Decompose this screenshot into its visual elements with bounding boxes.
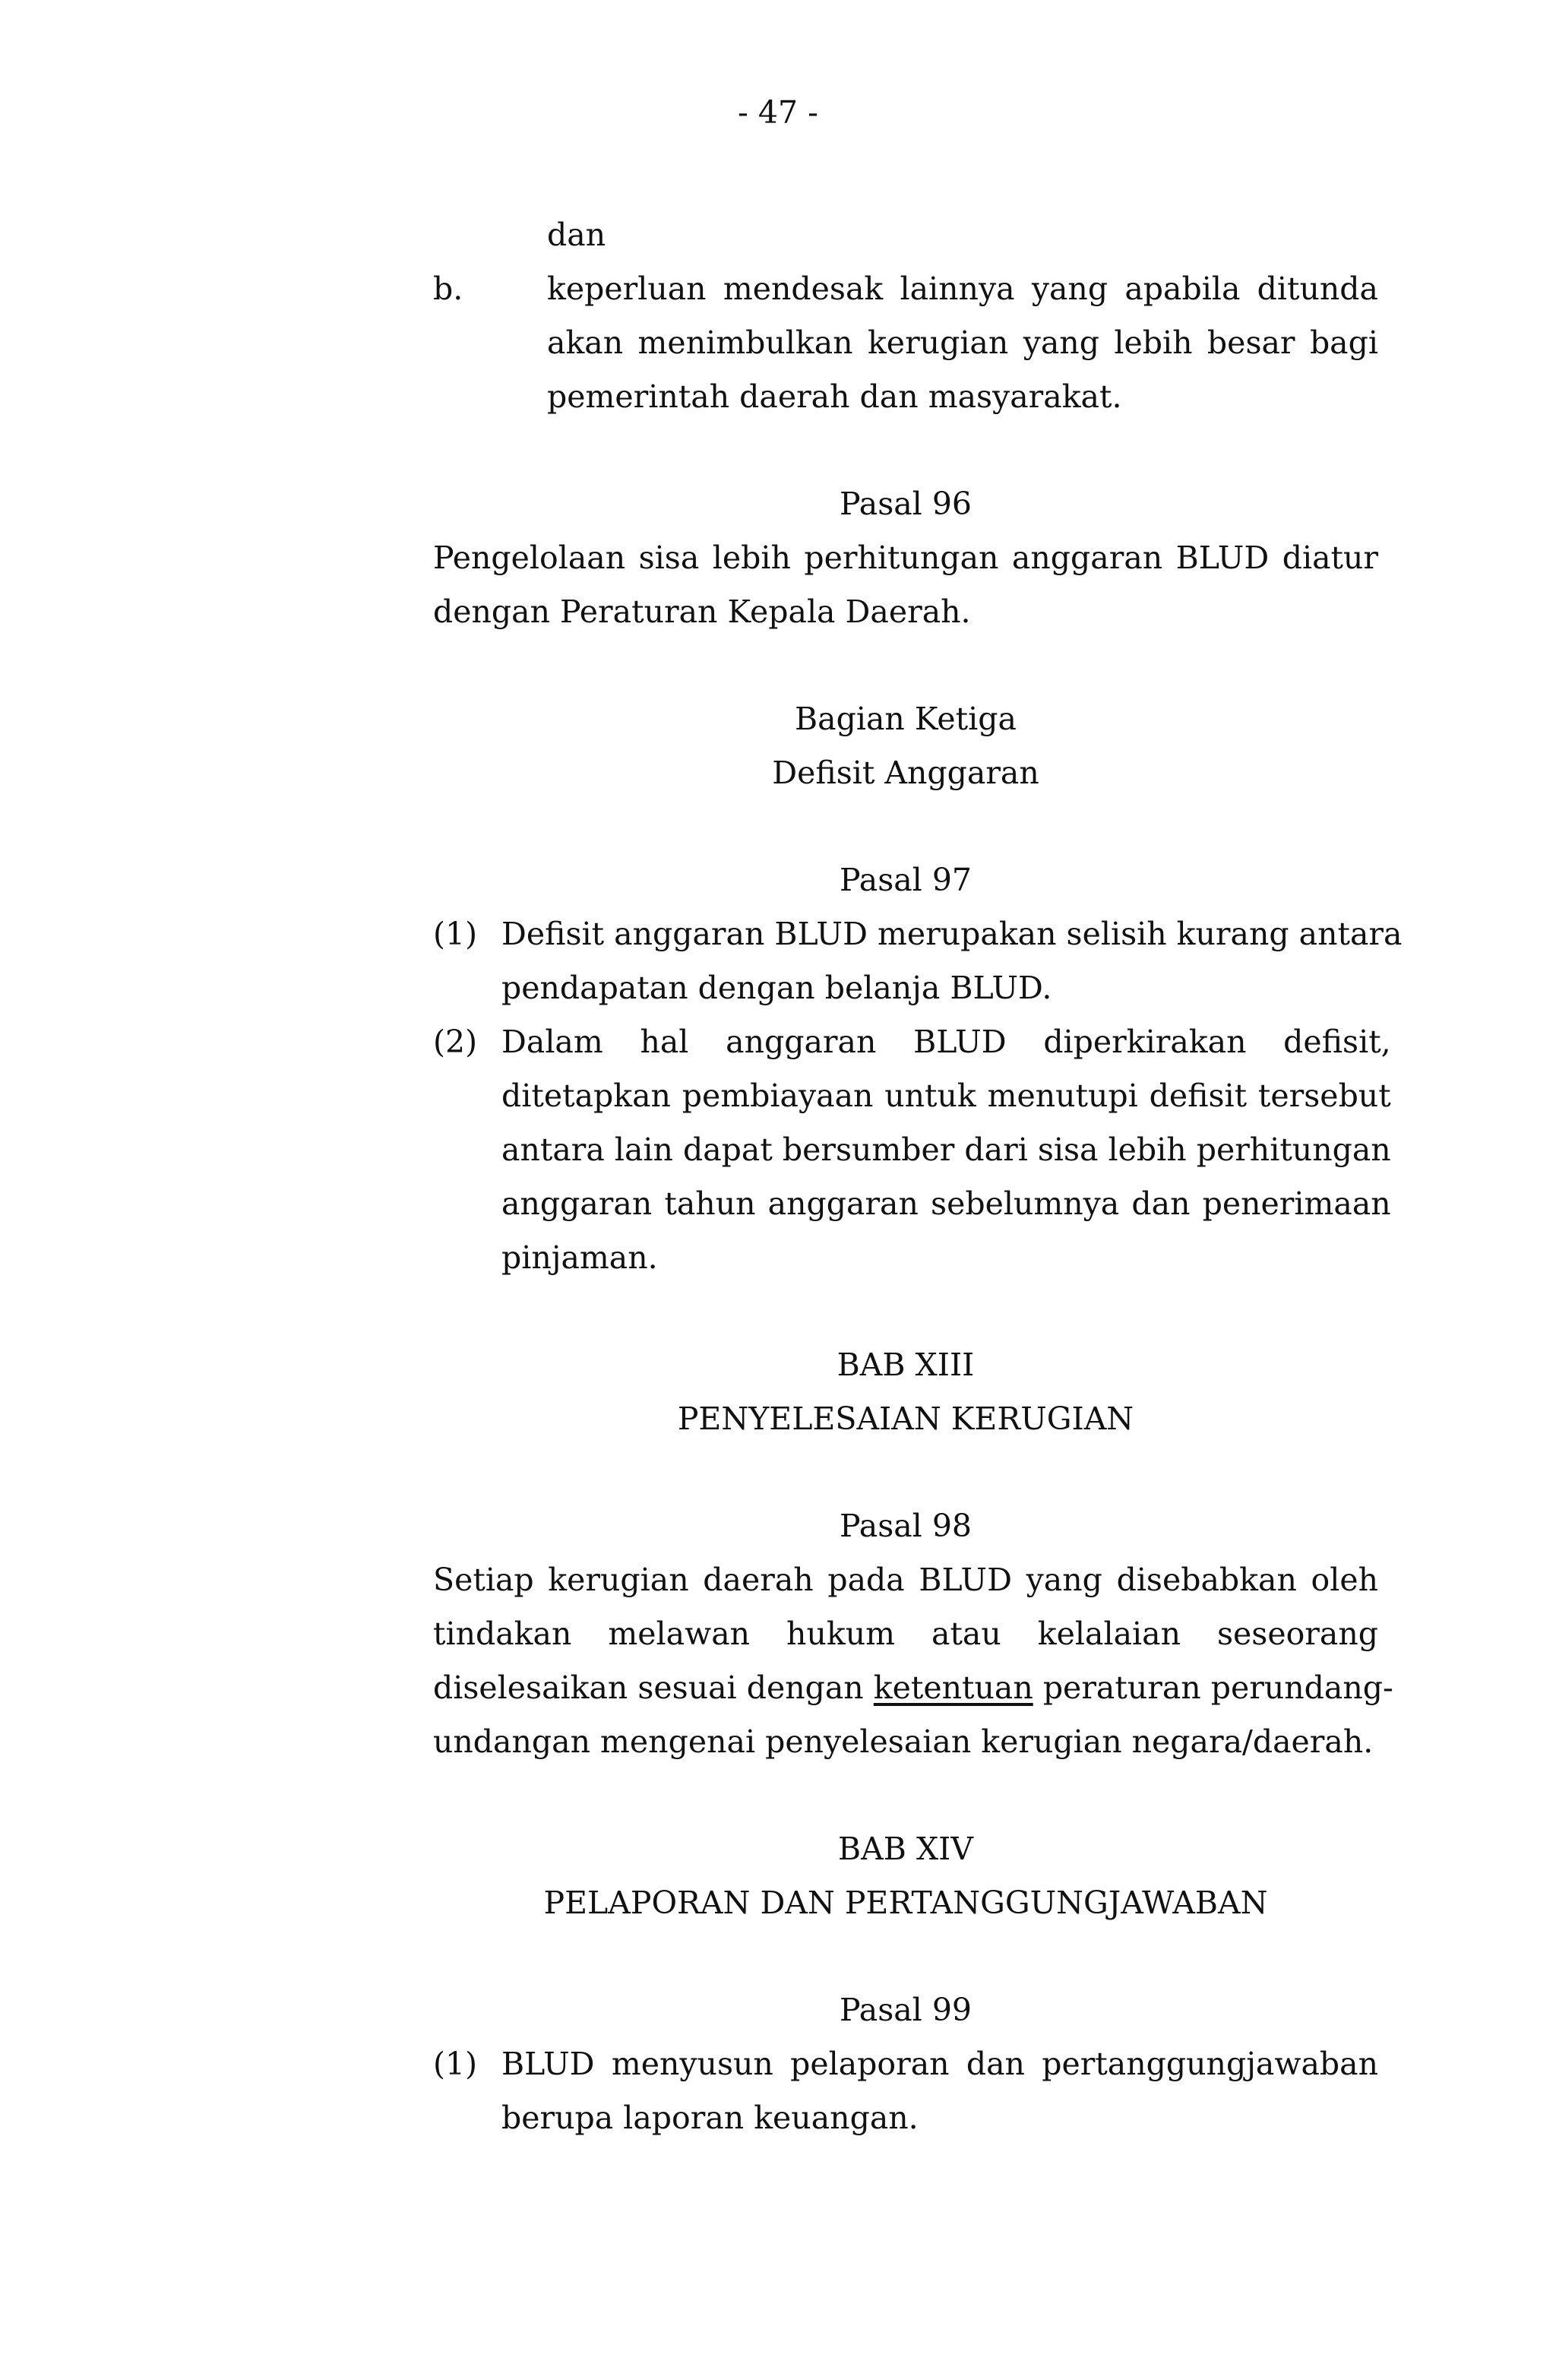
text-line: ditetapkan pembiayaan untuk menutupi defisit tersebut xyxy=(501,1078,1391,1114)
chapter-heading: BAB XIII xyxy=(837,1347,975,1383)
paragraph-line: dengan Peraturan Kepala Daerah. xyxy=(433,593,971,630)
text-line: pemerintah daerah dan masyarakat. xyxy=(547,378,1122,415)
paragraph-line: Setiap kerugian daerah pada BLUD yang disebabkan oleh xyxy=(433,1562,1378,1598)
text-line: keperluan mendesak lainnya yang apabila ditunda xyxy=(547,271,1378,307)
paragraph-line: undangan mengenai penyelesaian kerugian negara/daerah. xyxy=(433,1723,1374,1760)
clause-item xyxy=(433,907,1403,1015)
page-content xyxy=(433,208,1403,2145)
text-line: anggaran tahun anggaran sebelumnya dan penerimaan xyxy=(501,1185,1391,1222)
underlined-word: ketentuan xyxy=(873,1669,1033,1706)
clause-text xyxy=(501,2037,1378,2145)
list-item-text xyxy=(547,262,1378,424)
text-line: berupa laporan keuangan. xyxy=(501,2100,919,2136)
clause-marker: (2) xyxy=(433,1024,478,1060)
text-line: BLUD menyusun pelaporan dan pertanggungjawaban xyxy=(501,2046,1378,2082)
article-heading: Pasal 96 xyxy=(840,486,972,522)
text-line: antara lain dapat bersumber dari sisa lebih perhitungan xyxy=(501,1131,1391,1168)
article-heading: Pasal 99 xyxy=(840,1992,972,2028)
text-line: Dalam hal anggaran BLUD diperkirakan defisit, xyxy=(501,1024,1391,1060)
text-line: pinjaman. xyxy=(501,1239,658,1276)
clause-item xyxy=(433,2037,1378,2145)
clause-text xyxy=(501,1015,1391,1285)
chapter-heading: BAB XIV xyxy=(838,1831,973,1867)
chapter-subheading: PENYELESAIAN KERUGIAN xyxy=(677,1400,1134,1437)
clause-marker: (1) xyxy=(433,916,478,952)
article-heading: Pasal 97 xyxy=(840,862,972,898)
chapter-subheading: PELAPORAN DAN PERTANGGUNGJAWABAN xyxy=(543,1885,1268,1921)
text-line: pendapatan dengan belanja BLUD. xyxy=(501,970,1052,1006)
page-number: - 47 - xyxy=(738,94,818,131)
article-heading: Pasal 98 xyxy=(840,1508,972,1544)
clause-marker: (1) xyxy=(433,2046,478,2082)
text-line: Defisit anggaran BLUD merupakan selisih kurang antara xyxy=(501,916,1403,952)
text-line: akan menimbulkan kerugian yang lebih besar bagi xyxy=(547,324,1378,361)
item-a-tail: dan xyxy=(547,217,606,253)
paragraph-line: tindakan melawan hukum atau kelalaian seseorang xyxy=(433,1616,1378,1652)
text-segment: peraturan perundang- xyxy=(1042,1669,1393,1706)
section-subheading: Defisit Anggaran xyxy=(772,755,1039,791)
section-heading: Bagian Ketiga xyxy=(795,701,1017,737)
list-item-b xyxy=(433,262,1378,424)
text-segment: diselesaikan sesuai dengan xyxy=(433,1669,864,1706)
clause-text xyxy=(501,907,1402,1015)
paragraph-line: Pengelolaan sisa lebih perhitungan anggaran BLUD diatur xyxy=(433,540,1378,576)
clause-item xyxy=(433,1015,1391,1285)
list-marker: b. xyxy=(433,271,463,307)
paragraph-line xyxy=(433,1661,1393,1715)
